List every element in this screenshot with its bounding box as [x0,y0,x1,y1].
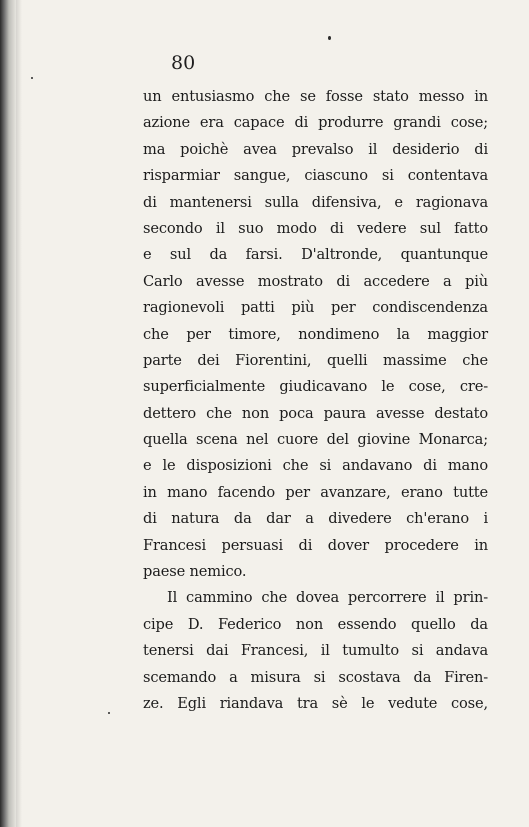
text-line: parte dei Fiorentini, quelli massime che [143,351,488,369]
text-line: ragionevoli patti più per condiscendenza [143,299,488,317]
text-line: risparmiar sangue, ciascuno si contentava [143,167,488,185]
text-line: tenersi dai Francesi, il tumulto si andava [143,642,488,660]
text-line: azione era capace di produrre grandi cose; [143,114,488,132]
text-line: di mantenersi sulla difensiva, e ragionava [143,193,488,211]
page-number: 80 [171,52,196,74]
text-line: secondo il suo modo di vedere sul fatto [143,219,488,237]
gutter-fade [16,0,22,827]
page-gutter-shadow [0,0,16,827]
text-line: scemando a misura si scostava da Firen- [143,668,488,686]
text-line: paese nemico. [143,563,247,581]
text-line: Francesi persuasi di dover procedere in [143,536,488,554]
text-line: e le disposizioni che si andavano di mano [143,457,488,475]
text-line: che per timore, nondimeno la maggior [143,325,488,343]
text-line: quella scena nel cuore del giovine Monarca; [143,431,488,449]
text-line: un entusiasmo che se fosse stato messo in [143,88,488,105]
text-line: di natura da dar a divedere ch'erano i [143,510,488,528]
text-line: cipe D. Federico non essendo quello da [143,615,488,633]
body-text [143,84,488,717]
text-line: Il cammino che dovea percorrere il prin- [167,589,488,607]
ink-speck [328,36,331,40]
text-line: ma poichè avea prevalso il desiderio di [143,140,488,158]
text-line: in mano facendo per avanzare, erano tutte [143,483,488,501]
ink-speck [31,77,33,79]
ink-speck [108,712,110,714]
text-line: Carlo avesse mostrato di accedere a più [143,272,488,290]
text-line: superficialmente giudicavano le cose, cre- [143,378,488,396]
text-line: e sul da farsi. D'altronde, quantunque [143,246,488,264]
text-line: ze. Egli riandava tra sè le vedute cose, [143,694,488,712]
text-line: dettero che non poca paura avesse destato [143,404,488,422]
